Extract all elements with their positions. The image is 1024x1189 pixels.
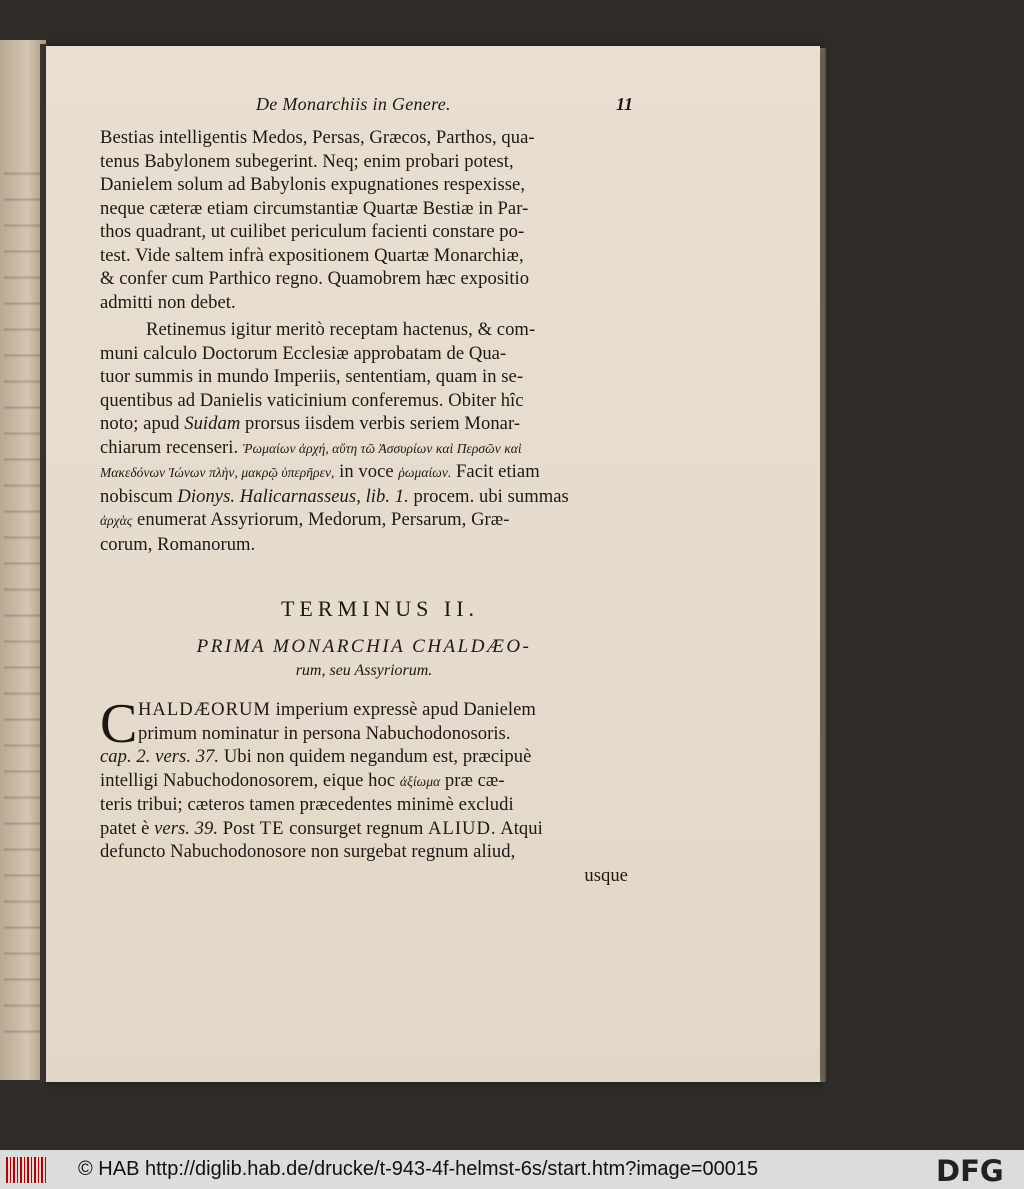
- text-line: test. Vide saltem infrà expositionem Quartæ Monarchiæ,: [100, 244, 524, 266]
- text-line: neque cæteræ etiam circumstantiæ Quartæ Bestiæ in Par-: [100, 197, 529, 219]
- greek-word: ῥωμαίων.: [398, 465, 452, 480]
- dfg-logo: DFG: [936, 1154, 1004, 1188]
- small-caps-word: TE: [259, 817, 285, 839]
- text-line: [100, 698, 628, 722]
- text-span: Ubi non quidem negandum est, præcipuè: [223, 746, 532, 767]
- text-line: [100, 817, 628, 841]
- text-line: [100, 412, 628, 436]
- page-number: 11: [616, 94, 634, 114]
- text-line: admitti non debet.: [100, 291, 236, 313]
- text-line: Retinemus igitur meritò receptam hactenus, & com-: [146, 319, 536, 340]
- citation-dionysius: Dionys. Halicarnasseus, lib. 1.: [177, 485, 409, 507]
- paragraph-2: [100, 318, 628, 556]
- text-line: tuor summis in mundo Imperiis, sententiam, quam in se-: [100, 366, 524, 387]
- small-caps-word: ALIUD.: [428, 817, 497, 839]
- text-line: muni calculo Doctorum Ecclesiæ approbatam de Qua-: [100, 342, 507, 364]
- section-subtitle-continued: rum, seu Assyriorum.: [295, 662, 433, 679]
- text-line: quentibus ad Danielis vaticinium conferemus. Obiter hîc: [100, 389, 524, 411]
- text-line: [100, 508, 628, 533]
- section-heading: TERMINUS II.: [280, 596, 480, 621]
- text-span: consurget regnum: [289, 817, 424, 839]
- verse-reference: vers. 39.: [154, 817, 219, 839]
- paragraph-3: [100, 693, 628, 887]
- text-line: Danielem solum ad Babylonis expugnationes respexisse,: [100, 174, 526, 195]
- text-span: chiarum recenseri.: [100, 436, 239, 458]
- page-content: [100, 88, 634, 887]
- footer-bar: [0, 1150, 1024, 1189]
- text-line: teris tribui; cæteros tamen præcedentes minimè excludi: [100, 794, 514, 815]
- running-head-title: De Monarchiis in Genere.: [256, 94, 451, 114]
- left-page-bleed-text: [4, 150, 40, 1050]
- text-span: procem. ubi summas: [413, 485, 569, 507]
- text-span: prorsus iisdem verbis seriem Monar-: [245, 413, 521, 434]
- text-line: corum, Romanorum.: [100, 533, 256, 555]
- text-span: intelligi Nabuchodonosorem, eique hoc: [100, 769, 396, 791]
- catchword: usque: [584, 864, 628, 886]
- text-line: Bestias intelligentis Medos, Persas, Græcos, Parthos, qua-: [100, 127, 535, 148]
- small-caps-word: HALDÆORUM: [138, 699, 271, 720]
- text-line: defuncto Nabuchodonosore non surgebat regnum aliud,: [100, 841, 516, 862]
- section-subtitle: PRIMA MONARCHIA CHALDÆO-: [196, 636, 532, 657]
- text-line: [100, 485, 628, 509]
- greek-quote: Ῥωμαίων ἀρχή, αὕτη τῶ Ἀσσυρίων καὶ Περσῶν καὶ: [242, 440, 522, 456]
- text-line: [100, 745, 628, 769]
- drop-cap: C: [100, 693, 138, 755]
- text-span: in voce: [339, 461, 394, 482]
- author-name-suidas: Suidam: [184, 413, 241, 434]
- greek-quote: Μακεδόνων Ἰώνων πλὴν, μακρῷ ὑπερῆρεν,: [100, 465, 335, 480]
- text-span: Atqui: [500, 817, 543, 839]
- text-line: tenus Babylonem subegerint. Neq; enim probari potest,: [100, 150, 514, 172]
- text-line: [100, 769, 628, 794]
- text-span: Post: [222, 817, 256, 839]
- text-line: thos quadrant, ut cuilibet periculum facienti constare po-: [100, 221, 525, 242]
- paragraph-1: [100, 126, 628, 314]
- hab-logo-icon: [6, 1157, 46, 1183]
- text-span: nobiscum: [100, 485, 173, 507]
- text-span: imperium expressè apud Danielem: [275, 699, 536, 720]
- running-head: [100, 88, 634, 126]
- text-span: Facit etiam: [456, 461, 540, 482]
- text-line: & confer cum Parthico regno. Quamobrem hæc expositio: [100, 268, 530, 289]
- text-line: [100, 436, 628, 461]
- greek-word: ἀξίωμα: [399, 773, 441, 789]
- chapter-reference: cap. 2. vers. 37.: [100, 746, 220, 767]
- footer-citation-link[interactable]: © HAB http://diglib.hab.de/drucke/t-943-4f-helmst-6s/start.htm?image=00015: [78, 1158, 759, 1180]
- text-span: noto; apud: [100, 413, 180, 434]
- text-span: enumerat Assyriorum, Medorum, Persarum, Græ-: [137, 509, 510, 530]
- text-span: patet è: [100, 817, 150, 839]
- text-span: præ cæ-: [444, 769, 505, 791]
- greek-word: ἀρχὰς: [100, 513, 133, 528]
- text-line: [100, 460, 628, 485]
- text-line: primum nominatur in persona Nabuchodonosoris.: [138, 722, 511, 744]
